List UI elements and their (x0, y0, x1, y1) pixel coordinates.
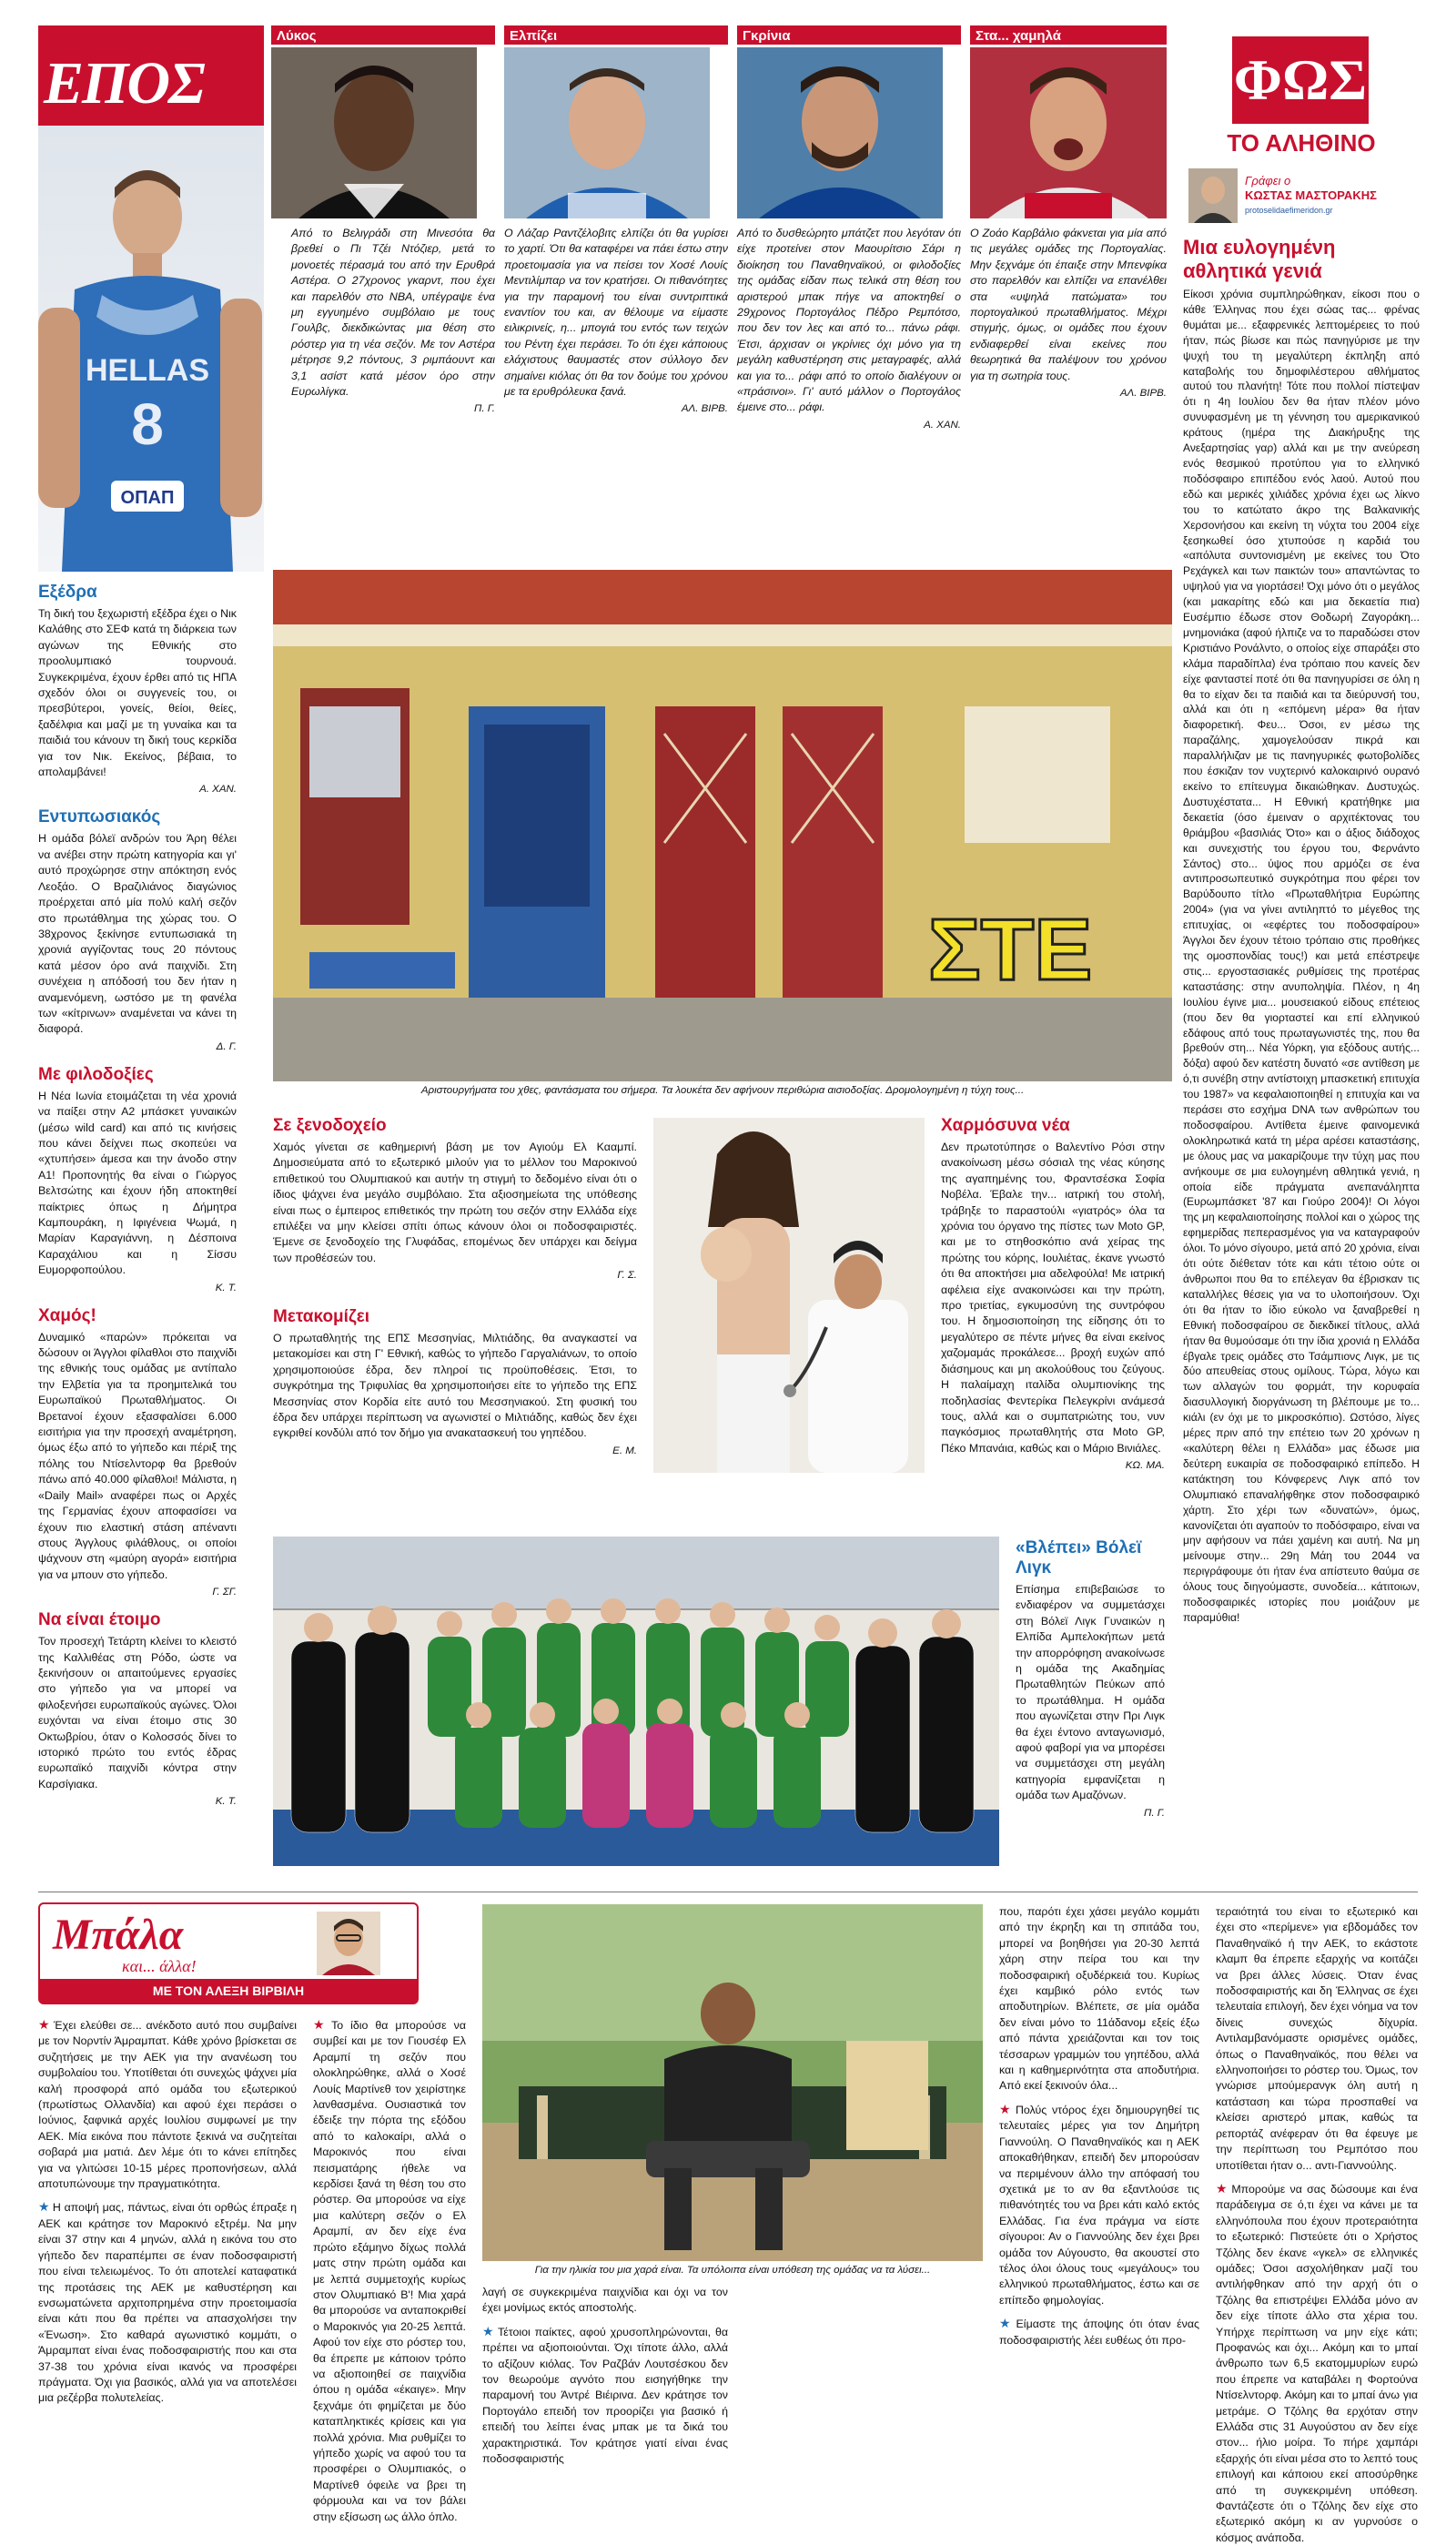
photo-rossi-family (653, 1118, 925, 1473)
brief-exedra (38, 583, 237, 795)
mpala-col3a-p2: ★ Τέτοιοι παίκτες, αφού χρυσοπληρώνονται, θα πρέπει να αξιοποιούνται. Όχι τίποτε άλλο, αλλά το αξίζουν κιόλας. Τον Ραζβάν Λουτσέσκου δεν τον θεωρούμε αγνότο που εισηγήθηκε την παραμονή του Άντρέ Βιέιρινα. Δεν κράτησε τον Πορτογάλο επειδή τον προορίζει για βασικό ή επειδή του λείπει ένας μπακ με τα δικά του χαρακτηριστικά. Τον κράτησε γιατί είναι ένας ποδοσφαιριστής (482, 2323, 728, 2466)
svg-text:8: 8 (131, 391, 164, 457)
mpala-col3a-p1: λαγή σε συγκεκριμένα παιχνίδια και όχι να τον έχει μονίμως εκτός αποστολής. (482, 2286, 728, 2315)
brief-xamos-sig: Γ. ΣΓ. (212, 1587, 237, 1598)
text-xamila: Ο Ζοάο Καρβάλιο φάκνεται για μία από τις μεγάλες ομάδες της Πορτογαλίας. Μην ξεχνάμε ότι έπαιξε στην Μπενφίκα στο παρελθόν και ελπίζει να επανέλθει στα «υψηλά πατώματα» του πορτογαλικού πρωταθλήματος. Μέχρι στιγμής, όμως, οι ομάδες που έχουν ενδιαφερθεί είναι εκείνες που θεωρητικά θα παλέψουν του χρόνου για τη σωτηρία τους. (970, 227, 1167, 382)
photo-old-buildings (273, 570, 1172, 1081)
tag-lykos: Λύκος (271, 25, 495, 47)
brief-xenodoxeio-head: Σε ξενοδοχείο (273, 1116, 387, 1135)
mpala-col2 (313, 2017, 466, 2525)
brief-exedra-body: Τη δική του ξεχωριστή εξέδρα έχει ο Νικ Καλάθης στο ΣΕΦ κατά τη διάρκεια των αγώνων της Εθνικής στο προολυμπιακό τουρνουά. Συγκεκριμένα, έχουν έρθει από τις ΗΠΑ σχεδόν όλοι οι συγγενείς του, οι πρεσβύτεροι, γονείς, θείοι, θείες, ξαδέλφια και μαζί με τη γυναίκα και τα παιδιά του κάνουν τη δική τους κερκίδα για τον Νικ. Εκείνος, βέβαια, το απολαμβάνει! (38, 607, 237, 779)
epos-masthead: ΕΠΟΣ (44, 50, 204, 117)
star-icon: ★ (1216, 2180, 1229, 2196)
epos-col-elpizei (504, 25, 728, 414)
mpala-col3b-p3: ★ Είμαστε της άποψης ότι όταν ένας ποδοσφαιριστής λέει ευθέως ότι προ- (999, 2316, 1199, 2347)
sig-xamila: ΑΛ. ΒΙΡΒ. (1119, 388, 1167, 400)
brief-xenodoxeio-sig: Γ. Σ. (617, 1270, 637, 1282)
sig-elpizei: ΑΛ. ΒΙΡΒ. (681, 403, 728, 415)
photo-dozier (271, 47, 477, 218)
epos-col-gkrinia (737, 25, 961, 431)
epos-hero-photo (38, 25, 264, 572)
mpala-logo-box (38, 1902, 419, 2004)
brief-etoimo (38, 1610, 237, 1807)
mpala-col1-p1: ★ Έχει ελεύθει σε... ανέκδοτο αυτό που συμβαίνει με τον Νορντίν Άμραμπατ. Κάθε χρόνο βρίσκεται σε συζητήσεις με την ΑΕΚ για την ανανέωση του συμβολαίου του. Υποτίθεται ότι συνεχώς ψάχνει μία καλή προσφορά από ομάδα του εξωτερικού (πρωτίστως Ολλανδία) και αφού έχει περάσει ο Ιούνιος, ξαφνικά αρχές Ιουλίου συμφωνεί με την ΑΕΚ. Μία εικόνα που πάντοτε ξεκινά να συζητείται σοβαρά μια ματιά. Δεν λέμε ότι το κάνει επίτηδες για να γλιτώσει 10-15 μέρες προπονήσεων, αλλά αποτυπώνουμε την πραγματικότητα. (38, 2017, 297, 2191)
brief-etoimo-body: Τον προσεχή Τετάρτη κλείνει το κλειστό της Καλλιθέας στη Ρόδο, ώστε να ξεκινήσουν οι απαιτούμενες εργασίες στο γήπεδο για να μπορεί να φιλοξενήσει ευρωπαϊκούς αγώνες. Όλοι ευχόνται να είναι έτοιμο στις 30 Οκτωβρίου, όταν ο Κολοσσός δίνει το ιστορικό πρώτο του εντός έδρας ευρωπαϊκό παιχνίδι κόντρα στην Καρσίγιακα. (38, 1635, 237, 1790)
brief-volei-body: Επίσημα επιβεβαιώσε το ενδιαφέρον να συμμετάσχει στη Βόλεϊ Λιγκ Γυναικών η Ελπίδα Αμπελοκήπων μετά την απορρόφηση ανακοίνωσε η ομάδα της Ακαδημίας Πρωταθλητών Πεύκων από το πρωτάθλημα. Η ομάδα που αγωνίζεται στην Πρι Λιγκ θα έχει έντονο ανταγωνισμό, αφού φαβορί για να μπορέσει να συμμετάσχει στη μεγάλη κατηγορία εμφανίζεται η ομάδα των Αμαζόνων. (1016, 1583, 1165, 1802)
fos-byline (1183, 168, 1420, 223)
photo-amrabat (482, 1904, 983, 2261)
mpala-col4-p2: ★ Μπορούμε να σας δώσουμε και ένα παράδειγμα σε ό,τι έχει να κάνει με τα ελληνόπουλα που έχουν προτεραιότητα το εξωτερικό: Πιστεύετε ότι ο Χρήστος Τζόλης δεν έκανε «γκελ» σε ελληνικές ομάδες; Όσοι ασχολήθηκαν μαζί του αντιλήφθηκαν από την αρχή ότι ο Τζόλης θα επιστρέψει Ελλάδα μόνο αν δεν είχε τίποτε άλλο στα χέρια του. Υπήρχε περίπτωση να μην είχε κάτι; Προφανώς και όχι... Ακόμη και το μπαί άνθρωπο των 6,5 εκατομμυρίων ευρώ που έπρεπε να καταβάλει η Φορτούνα Ντίσελντορφ. Ακόμη και το μπαί άνω για μετράμε. Ο Τζόλης θα ερχόταν στην Ελλάδα στις 31 Αυγούστου αν δεν είχε στον... ήλιο μοίρα. Το πήρε χαμπάρι εξαρχής ότι είναι μέσα στο το λεπτό τους επιλογή και κάποιου εκεί αποσύρθηκε από τη συγκεκριμένη υπόθεση. Φαντάζεστε ότι ο Τζόλης δεν είχε στο εξωτερικό ακόμη κι αν γυρνούσε ο κόσμος ανάποδα. (1216, 2180, 1418, 2544)
mpala-col1 (38, 2017, 297, 2407)
brief-entyposiakos-sig: Δ. Γ. (216, 1040, 237, 1052)
brief-xamos (38, 1306, 237, 1598)
fos-title: Μια ευλογημένη αθλητικά γενιά (1183, 236, 1336, 282)
brief-volei (1016, 1538, 1165, 1819)
star-icon: ★ (313, 2017, 329, 2032)
mpala-author-avatar (317, 1912, 380, 1975)
brief-etoimo-sig: Κ. Τ. (215, 1796, 237, 1808)
sig-lykos: Π. Γ. (473, 403, 495, 415)
photo-rebocho (737, 47, 943, 218)
text-gkrinia: Από το δυσθεώρητο μπάτζετ που λεγόταν ότι είχε προτείνει στον Μαουρίτσιο Σάρι η διοίκηση του Παναθηναϊκού, οι φιλοδοξίες της ομάδας είδαν πως τελικά στη θέση του αριστερού μπακ πήγε να αποκτηθεί ο 29χρονος Πορτογάλος Πέδρο Ρεμπότσο, που δεν τον λες και από το... πάνω ράφι. Έτσι, άρχισαν οι γκρίνιες όχι μόνο για τη μεγάλη καθυστέρηση στις μεταγραφές, αλλά και για το... ράφι από το οποίο διαλέγουν οι «πράσινοι». Γι' αυτό μάλλον ο Πορτογάλος έμεινε στο... ράφι. (737, 227, 961, 414)
brief-exedra-sig: Α. ΧΑΝ. (199, 784, 237, 796)
svg-text:HELLAS: HELLAS (86, 353, 209, 388)
photo-old-buildings-caption: Αριστουργήματα του χθες, φαντάσματα του σήμερα. Τα λουκέτα δεν αφήνουν περιθώρια αισιοδοξίας. Δρομολογημένη η τύχη τους... (420, 1085, 1025, 1096)
star-icon: ★ (482, 2323, 496, 2338)
fos-column (1183, 36, 1420, 1857)
star-icon: ★ (999, 2316, 1014, 2331)
brief-metakomizei (273, 1307, 637, 1456)
brief-metakomizei-head: Μετακομίζει (273, 1307, 369, 1326)
brief-xenodoxeio (273, 1116, 637, 1281)
brief-filodoxies-sig: Κ. Τ. (215, 1282, 237, 1293)
star-icon: ★ (38, 2017, 51, 2032)
photo-randjelovic (504, 47, 710, 218)
photo-volleyball-team (273, 1537, 999, 1866)
brief-xarmosyna-body: Δεν πρωτοτύπησε ο Βαλεντίνο Ρόσι στην ανακοίνωση μέσω σόσιαλ της νέας κύησης της αγαπημένης του, Φραντσέσκα Σοφία Νοβέλα. Έβαλε την... ιατρική του στολή, τράβηξε το παραστούλι «γιατρός» όλα τα χρόνια του όργανο της πίστες των Moto GP, και με το στηθοσκόπιο ανά χείρας της πρώτης του κόρης, Ιουλιέτας, έκανε γνωστό ότι θα αποκτήσει μια αδελφούλα! Με ιατρική αφέλεια είχε ανακοινώσει και την πρώτη, προ τριετίας, εγκυμοσύνη της συντρόφου του. Η δημοσιοποίηση της είδησης ότι το μεγαλύτερο σε πέντε μήνες θα είναι εκείνος χαζομαμάς προκάλεσε... βροχή ευχών από διάσημους και μη ακολούθους του ζεύγους. Η παλαίμαχη ιταλίδα ολυμπιονίκης της ποδηλασίας Φεντερίκα Πελεγκρίνι ανάμεσά τους, αλλά και ο συμπατριώτης του, νυν παγκόσμιος πρωταθλητής στα Moto GP, Πέκο Μπανάια, καθώς και ο Μάριο Βινιάλες. (941, 1141, 1165, 1455)
brief-entyposiakos-head: Εντυπωσιακός (38, 807, 161, 827)
photo-amrabat-caption: Για την ηλικία του μια χαρά είναι. Τα υπόλοιπα είναι υπόθεση της ομάδας να τα λύσει... (534, 2265, 931, 2276)
brief-metakomizei-sig: Ε. Μ. (612, 1445, 637, 1456)
brief-entyposiakos-body: Η ομάδα βόλεϊ ανδρών του Άρη θέλει να ανέβει στην πρώτη κατηγορία και γι' αυτό προχώρησε στην απόκτηση ενός Λεοξάο. Ο Βραζιλιάνος διαγώνιος προέρχεται από μία πολύ καλή σεζόν στο πρωτάθλημα της χώρας του. Ο 38χρονος ξεκίνησε εντυπωσιακά τη χρονιά αγγίζοντας τους 20 πόντους κατά μέσον όρο ανά παιχνίδι. Στη συνέχεια η απόδοσή του δεν ήταν η αναμενόμενη, ωστόσο με τη φανέλα των «κίτρινων» αναμένεται να κάνει τη διαφορά. (38, 832, 237, 1036)
brief-xarmosyna-sig: ΚΩ. ΜΑ. (1125, 1460, 1165, 1472)
brief-volei-sig: Π. Γ. (1143, 1807, 1165, 1819)
mpala-logo-sub: και... άλλα! (122, 1957, 197, 1975)
mpala-col3b-p2: ★ Πολύς ντόρος έχει δημιουργηθεί τις τελευταίες μέρες για τον Δημήτρη Γιαννούλη. Ο Παναθηναϊκός και η ΑΕΚ αποκαθήθηκαν, επειδή δεν μπορούσαν να περιμένουν άλλο την απόφασή του σχετικά με το αν θα εξαντλούσε τις πιθανότητές του να βρει κάτι καλό εκτός Ελλάδας. Για ένα πράγμα να είστε σίγουροι: Αν ο Γιαννούλης δεν έχει βρει ομάδα τον Αύγουστο, θα ακουστεί στο τέλος όλοι όλους τους «μεγάλους» του ελληνικού πρωταθλήματος, έστω και σε επίπεδο φημολογίας. (999, 2101, 1199, 2307)
mpala-col3a (482, 2285, 728, 2467)
brief-entyposiakos (38, 807, 237, 1051)
fos-subtitle: ΤΟ ΑΛΗΘΙΝΟ (1227, 129, 1376, 157)
fos-body: Είκοσι χρόνια συμπληρώθηκαν, είκοσι που ο κάθε Έλληνας που έχει σώας τας... φρένας θυμάται με... εξαφρενικές λεπτομέρειες το πού ήταν, πώς βίωσε και πώς πανηγύρισε με την ψυχή του τη μεγαλύτερη έκπληξη από καταβολής του δημοφιλέστερου αθλήματος αυτού του πλανήτη! Τότε που πολλοί πίστεψαν ότι η 4η Ιουλίου δεν θα ήταν πλέον μόνο συνυφασμένη με τη γέννηση του αμερικανικού κράτους (ημέρα της Διακήρυξης της Ανεξαρτησίας γαρ) αλλά και με την ανεύρεση ενός θεσμικού προτύπου για το ελληνικό ποδόσφαιρο επιπέδου ενός λαού. Αυτού που εδώ και μερικές χιλιάδες χρόνια έχει ως λίκνο του το κατώτατο άκρο της Βαλκανικής Χερσονήσου και εκείνη τη νύχτα του 2004 είχε ξεσηκωθεί όσο χτυπούσε η καρδιά του «απόλυτα συντονισμένη με εκείνες του Ότο Ρεχάγκελ και των παικτών του» απαντώντας το υψηλού για να γιορτάσει! Όχι μόνο ότι ο μεγάλος (και μακαρίτης εδώ και μια δεκαετία πια) Ευσέμπιο έδωσε στον Θοδωρή Ζαγοράκη... μνημονιάκα (αφού ήλπιζε να το παραδώσει στον Κριστιάνο Ρονάλντο, ο οποίος είχε σπαράξει στο κλάμα παραδίπλα) ένα τρόπαιο που κανείς δεν είχε φανταστεί ποτέ ότι θα πανηγυρίσει σε όλη η θα το είχαν δει τα παιδιά και τα διεύρυνσή του, αλλά και ότι η «επόμενη μέρα» θα ήταν διαφορετική. Φευ... Όσοι, εν μέσω της παραζάλης, χαμογελούσαν πικρά και παραλλήλιζαν με τις πανηγυρικές φωτοβολίδες που έσκιζαν τον νυχτερινό καλοκαιρινό ουρανό εκείνο το επίτευγμα δικαιώθηκαν. Δυστυχώς. Δυστυχέστατα... Η Εθνική κρατήθηκε μια δεκαετία (όσο έμειναν ο αρχιτέκτονας του θριάμβου «βασιλιάς Ότο» και ο άξιος διάδοχος και συνεχιστής του έργου του, Φερνάντο Σάντος) στο... ύψος που αρμόζει σε ένα αντιπροσωπευτικό συγκρότημα που φέρει τον Βαρύδουπο τίτλο «Πρωταθλήτρια Ευρώπης 2004» (για να γίνει αντιληπτό το μέγεθος της επιτυχίας, οι «εφέρτες του ποδοσφαίρου» Άγγλοι δεν έχουν τέτοιο τρόπαιο στις προθήκες της ομοσπονδίας τους!) και μετά επέστρεψε στις... εργοστασιακές ρυθμίσεις της προτέρας καταστάσης: στην ανυποληψία. Πλέον, η 4η Ιουλίου έγινε μια... μουσειακού είδους επέτειος (που δεν θα γιορταστεί και επί ελληνικού εδάφους από τους πρωταγωνιστές της, που θα βρεθούν στη... Νέα Υόρκη, για εξόδους αυτής... δόξα) αφού δεν κατέστη δυνατό «σε αντίθεση με ό,τι συνέβη στην αντίστοιχη μπασκετική επιτυχία του 1987» να κεφαλαιοποιηθεί η επιτυχία και να περάσει στο εσχήμα DNA των ανθρώπων του ποδοσφαίρου. Αντίθετα έμεινε φαινομενικά ολοκληρωτικά κατά τη μέρα αρέσει καταστάσης, με όλους μας να μακαρίζουμε την τύχη μας που ανήκουμε σε μια ευλογημένη αθλητικά γενιά, η οποία είδε πράγματα ανεπανάληπτα (Ευρωμπάσκετ '87 και Γιούρο 2004)! Οι λόγοι της μη κεφαλαιοποίησης πολλοί και ο χώρος της εφημερίδας πεπερασμένος για να καταγραφούν όλοι. Το μόνο σίγουρο, μετά από 20 χρόνια, είναι ότι ούτε διέθεταν τότε και κάτι τέτοιο ούτε οι άνθρωποι που θα το επέλεγαν θα έβρισκαν τις καταλλήλες θέσεις για να το υλοποιήσουν. Όχι ότι θα ήταν το ίδιο εύκολο να ξαναβρεθεί η Εθνική ποδοσφαίρου σε διεκδικεί τίτλους, αλλά ήταν θα θυμούσαμε ότι την ίδια χρονιά η Ελλάδα έβγαλε τρεις ομάδες στο Τσάμπιονς Λιγκ, με τις δύο απευθείας στους ομίλους. Τώρα, λόγω και των αλλαγών του φορμάτ, την κορυφαία διασυλλογική διοργάνωση τη βλέπουμε με το... κιάλι (εν όχι με το μικροσκόπιο). Ωστόσο, λίγες μέρες πριν από την επέτειο των 20 χρόνων η «καλύτερη θέλει η Ελλάδα» μας έδωσε μια δεύτερη ευκαιρία σε ποδοσφαιρικό επίπεδο. Η κατάκτηση του Κόνφερενς Λιγκ από τον Ολυμπιακό επαναλήφθηκε στον ποδοσφαιρικό χάρτη. Στο χέρι των «δυνατών», όμως, κανονίζεται ότι αγαπούν το ποδόσφαιρο, είναι να μην αφήσουν να πάει χαμένη και αυτή. Να μη μείνουμε στην... 29η Μάη του 2044 να περιγράφουμε ότι ήταν ένα απίστευτο θαύμα σε όλους τους διηγούμαστε, συνοδεία... κάτιτοιων, ποδοσφαιρικές ιστορίες που μοιάζουν με παραμύθια! (1183, 288, 1420, 1624)
brief-xamos-body: Δυναμικό «παρών» πρόκειται να δώσουν οι Άγγλοι φίλαθλοι στο παιχνίδι της εθνικής τους ομάδας με αντίπαλο την Ελβετία για τα προημιτελικά του Ευρωπαϊκού Πρωταθλήματος. Οι Βρετανοί έχουν εξασφαλίσει 6.000 εισιτήρια για την προσεχή αναμέτρηση, όμως έξω από το γήπεδο και πέριξ της πόλης του Ντίσελντορφ θα βρεθούν πάνω από 40.000 φίλαθλοι! Μάλιστα, η «Daily Mail» αναφέρει πως οι Αρχές της Γερμανίας έχουν αποφασίσει να έχουν πιο ελαστική στάση απέναντι στους Άγγλους φιλάθλους, οι οποίοι ψάχνουν στη «μαύρη αγορά» εισιτήρια για να μπουν στο γήπεδο. (38, 1330, 237, 1581)
brief-filodoxies-head: Με φιλοδοξίες (38, 1064, 154, 1084)
brief-filodoxies (38, 1065, 237, 1293)
fos-byline-name: ΚΩΣΤΑΣ ΜΑΣΤΟΡΑΚΗΣ (1245, 188, 1377, 202)
fos-author-avatar (1188, 168, 1238, 223)
mpala-col4-p1: τεραιότητά του είναι το εξωτερικό και έχει στο «περίμενε» για εβδομάδες τον Παναθηναϊκό ή την ΑΕΚ, το εκάστοτε κλαμπ θα έπρεπε εξαρχής να κοιτάζει να βρει άλλες λύσεις. Όταν ένας ποδοσφαιριστής και δη Έλληνας σε έχει τελευταία επιλογή, δεν έχει νόημα να τον δίνεις συνεχώς δίχυρία. Αντιλαμβανόμαστε ορισμένες ομάδες, όπως ο Παναθηναϊκός, που θέλει να ελληνοποιήσει το ρόστερ του. Όμως, τον γνώρισε μπούμερανγκ όλη αυτή η κατάσταση και τώρα προσπαθεί να κλείσει αριστερό μπακ, καθώς τα ρεπορτάζ ανέφεραν ότι θα έφευγε με την περίπτωση του Ρεμπότσο που υποτίθεται ήταν ο... αντι-Γιαννούλης. (1216, 1905, 1418, 2172)
epos-col-lykos (271, 25, 495, 414)
brief-exedra-head: Εξέδρα (38, 583, 97, 602)
brief-xamos-head: Χαμός! (38, 1305, 96, 1325)
tag-elpizei: Ελπίζει (504, 25, 728, 47)
brief-metakomizei-body: Ο πρωταθλητής της ΕΠΣ Μεσσηνίας, Μιλτιάδης, θα αναγκαστεί να μετακομίσει και στη Γ' Εθνική, καθώς το γήπεδο Γαργαλιάνων, το οποίο χρησιμοποιούσε έδρα, δεν πληροί τις προϋποθέσεις. Έτσι, το συγκρότημα της Τριφυλίας θα χρησιμοποιήσει είτε το γήπεδο της ΕΠΣ Μεσσηνίας στον Κορδία είτε αυτό του Μεσσηνιακού. Στη φυσική του έδρα δεν υπάρχει περίπτωση να αγωνιστεί ο Μιλτιάδης, καθώς δεν έχει εγκριθεί κονδύλι από τον δήμο για ανακατασκευή του γηπέδου. (273, 1332, 637, 1440)
tag-xamila: Στα... χαμηλά (970, 25, 1167, 47)
fos-byline-label: Γράφει ο (1245, 174, 1291, 188)
brief-xenodoxeio-body: Χαμός γίνεται σε καθημερινή βάση με τον Αγιούμ Ελ Κααμπί. Δημοσιεύματα από το εξωτερικό μιλούν για το μέλλον του Μαροκινού επιθετικού του Ολυμπιακού και αυτήν τη στιγμή το δεδομένο είναι ότι ο ίδιος ψάχνει ένα μεγάλο συμβόλαιο. Στα αξιοσημείωτα της υπόθεσης είναι πως ο έμπειρος επιθετικός την πρώτη του σεζόν στην Ελλάδα είχε επιλέξει να μην κλείσει σπίτι όπως κάνουν όλοι οι ποδοσφαιριστές. Έμενε σε ξενοδοχείο της Γλυφάδας, επομένως δεν υπάρχει και δείγμα των προθέσεών του. (273, 1141, 637, 1264)
mpala-col4 (1216, 1904, 1418, 2546)
basketball-player-illustration (38, 89, 264, 572)
brief-etoimo-head: Να είναι έτοιμο (38, 1610, 161, 1630)
left-briefs (38, 583, 237, 1807)
star-icon: ★ (38, 2199, 50, 2215)
fos-site: protoselidaefimeridon.gr (1245, 206, 1333, 215)
mpala-byline: ΜΕ ΤΟΝ ΑΛΕΞΗ ΒΙΡΒΙΛΗ (40, 1979, 417, 2003)
graffiti-text: ΣΤΕ (928, 901, 1093, 999)
mpala-col-c (999, 1904, 1199, 2348)
mpala-logo-main: Μπάλα (53, 1911, 184, 1959)
sig-gkrinia: Α. ΧΑΝ. (924, 419, 961, 431)
epos-section (38, 25, 1167, 572)
brief-xarmosyna (941, 1116, 1165, 1471)
mpala-col3b-p1: που, παρότι έχει χάσει μεγάλο κομμάτι από την έκρηξη και τη σπιτάδα του, μπορεί να βοηθήσει για 20-30 λεπτά χάρη στην πείρα του και την ποδοσφαιρική οξυδέρκειά του. Κυρίως έχει καμβικό ρόλο εντός των αποδυτηρίων. Βλέπετε, σε μία ομάδα δεν είναι μόνο το 11άδανομ εξείς έξω από πάντα χρειάζονται και τον τοις τέσσαρων γραμμών του γηπέδου, αλλά και η καθημερινότητα στα αποδυτήρια. Από εκεί ξεκινούν όλα... (999, 1905, 1199, 2093)
brief-filodoxies-body: Η Νέα Ιωνία ετοιμάζεται τη νέα χρονιά να παίξει στην Α2 μπάσκετ γυναικών (μέσω wild card) και από τις κινήσεις που κάνει δείχνει πως σκοπεύει να «χτυπήσει» άμεσα και την άνοδο στην Α1! Προπονητής θα είναι ο Γιώργος Βελτσώτης και έχουν ήδη αποκτηθεί παίκτριες όπως η Δήμητρα Καμπουράκη, η Ιφιγένεια Ψωμά, η Μαρίαν Καραγιάννη, η Δέσποινα Καραχάλιου και η Σίσσυ Ευμορφοπούλου. (38, 1089, 237, 1277)
star-icon: ★ (999, 2101, 1013, 2116)
text-elpizei: Ο Λάζαρ Ραντζέλοβιτς ελπίζει ότι θα γυρίσει το χαρτί. Ότι θα καταφέρει να πάει έστω στην προετοιμασία για να πείσει τον Χοσέ Λουίς Μεντιλίμπαρ να τον κρατήσει. Οι πιθανότητες για την παραμονή του είναι συντριπτικά εναντίον του και, αν θέλουμε να είμαστε ειλικρινείς, η... μπογιά του εντός των τειχών του Ρέντη έχει περάσει. Το ότι έχει κάποιους ελάχιστους θαυμαστές στον σύλλογο δεν σημαίνει κιόλας ότι θα τον δούμε του χρόνου με τα ερυθρόλευκα ξανά. (504, 227, 728, 399)
text-lykos: Από το Βελιγράδι στη Μινεσότα θα βρεθεί ο Πι Τζέι Ντόζιερ, μετά το μονοετές πέρασμά του από την Ερυθρά Αστέρα. Ο 27χρονος γκαρντ, που έχει και παρελθόν στο ΝΒΑ, υπέγραψε ένα μη εγγυημένο συμβόλαιο με τους Γουλβς, διεκδικώντας μια θέση στο ρόστερ για τη νέα σεζόν. Με τον Αστέρα μέτρησε 9,2 πόντους, 3 ριμπάουντ και 3,1 ασίστ κατά μέσον όρο στην Ευρωλίγκα. (291, 227, 495, 399)
brief-volei-head: «Βλέπει» Βόλεϊ Λιγκ (1016, 1538, 1142, 1577)
brief-xarmosyna-head: Χαρμόσυνα νέα (941, 1116, 1070, 1135)
svg-text:ΟΠΑΠ: ΟΠΑΠ (120, 488, 175, 508)
mpala-col1-p2: ★ Η αποψή μας, πάντως, είναι ότι ορθώς έπραξε η ΑΕΚ και κράτησε τον Μαροκινό εξτρέμ. Να μην είναι 37 στην και 4 μηνών, αλλά η εικόνα του στο γήπεδο δεν παραπέμπει σε έναν ποδοσφαιριστή που είναι τελειωμένος. Το ότι αποτελεί καταφατικά της προτάσεις της ΑΕΚ με καθυστέρηση και ενσωματώνετα αρχιτοπρημένα στην προετοιμασία είναι κάτι που θα πρέπει να απασχολήσει την «Ένωση». Στο καθαρά αγωνιστικό κομμάτι, ο Άμραμπατ είναι ένας ποδοσφαιριστής που και στα 37-38 του χρόνια είναι ικανός να προσφέρει πράγματα. Όχι για βασικός, αλλά για να αποτελέσει μια ρεζέρβα πολυτελείας. (38, 2199, 297, 2405)
photo-carvalho (970, 47, 1167, 218)
mpala-col2-p1: ★ Το ίδιο θα μπορούσε να συμβεί και με τον Γιουσέφ Ελ Αραμπί τη σεζόν που ολοκληρώθηκε, αλλά ο Χοσέ Λουίς Μαρτίνεθ τον χειρίστηκε λανθασμένα. Ουσιαστικά τον έδειξε την πόρτα της εξόδου από το καλοκαίρι, αλλά ο Μαροκινός που είναι πεισματάρης ήθελε να κερδίσει ξανά τη θέση του στο ρόστερ. Θα μπορούσε να είχε μια καλύτερη σεζόν ο Ελ Αραμπί, αν δεν είχε ένα πρώτο εξάμηνο δίχως πολλά ματς στην πρώτη ομάδα και με λεπτά συμμετοχής κυρίως στον Ολυμπιακό Β'! Μια χαρά θα μπορούσε να ανταποκριθεί ο Μαροκινός για 20-25 λεπτά. Αφού τον είχε στο ρόστερ του, θα έπρεπε με κάποιον τρόπο να αξιοποιηθεί σε παιχνίδια όπου η ομάδα «έκαιγε». Μην ξεχνάμε ότι φημίζεται με δύο καταπληκτικές κρίσεις και για πολλά χρόνια. Μια ρυθμίζει το γήπεδο χωρίς να αφού του τα προσφέρει ο Ολυμπιακός, ο Μαρτίνεθ όφειλε να βρει τη φόρμουλα και να τον βάλει στην εξίσωση ως άλλο όπλο. (313, 2017, 466, 2523)
epos-col-xamila (970, 25, 1167, 399)
tag-gkrinia: Γκρίνια (737, 25, 961, 47)
fos-logo: ΦΩΣ (1232, 36, 1369, 124)
